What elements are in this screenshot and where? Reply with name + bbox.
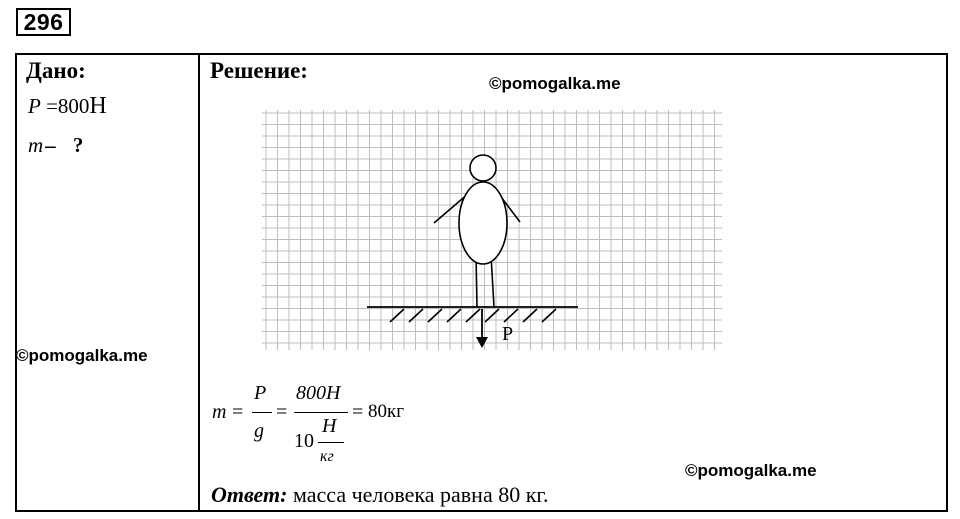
mass-symbol: m <box>28 133 44 157</box>
weight-equals: = <box>46 94 58 118</box>
given-mass <box>28 133 83 158</box>
given-weight <box>28 93 107 120</box>
formula-eq3: = <box>352 401 364 423</box>
answer-label: Ответ: <box>211 482 288 507</box>
fraction-bar <box>252 412 272 413</box>
formula-frac2-den-den: кг <box>320 448 334 465</box>
force-label: P <box>502 323 514 345</box>
person-body <box>459 182 507 264</box>
formula-frac2-num: 800H <box>296 382 341 404</box>
answer-line <box>211 482 548 508</box>
person-head <box>470 155 496 181</box>
watermark: ©pomogalka.me <box>489 74 621 93</box>
solution-formula <box>210 380 470 472</box>
formula-frac1-den: g <box>254 420 264 442</box>
watermark: ©pomogalka.me <box>685 461 817 480</box>
formula-eq1: = <box>232 401 244 423</box>
formula-frac2-den-num: H <box>322 415 337 437</box>
mass-dash: – <box>45 133 56 157</box>
person-on-ground-figure <box>262 110 728 355</box>
mass-question: ? <box>72 133 84 157</box>
answer-text: масса человека равна 80 кг. <box>292 482 549 507</box>
weight-value: 800 <box>57 94 90 118</box>
solution-title: Решение: <box>210 58 308 83</box>
formula-result: 80кг <box>368 401 405 422</box>
formula-frac2-den-coef: 10 <box>294 430 314 452</box>
weight-symbol: P <box>28 94 41 118</box>
task-number: 296 <box>16 8 71 36</box>
fraction-bar <box>294 412 348 413</box>
weight-unit: Н <box>89 93 107 119</box>
formula-eq2: = <box>276 401 288 423</box>
watermark: ©pomogalka.me <box>16 346 148 365</box>
formula-lhs: m <box>212 401 227 423</box>
given-title: Дано: <box>26 58 86 83</box>
formula-frac1-num: P <box>254 382 267 404</box>
column-divider <box>198 53 200 512</box>
fraction-bar <box>318 442 344 443</box>
